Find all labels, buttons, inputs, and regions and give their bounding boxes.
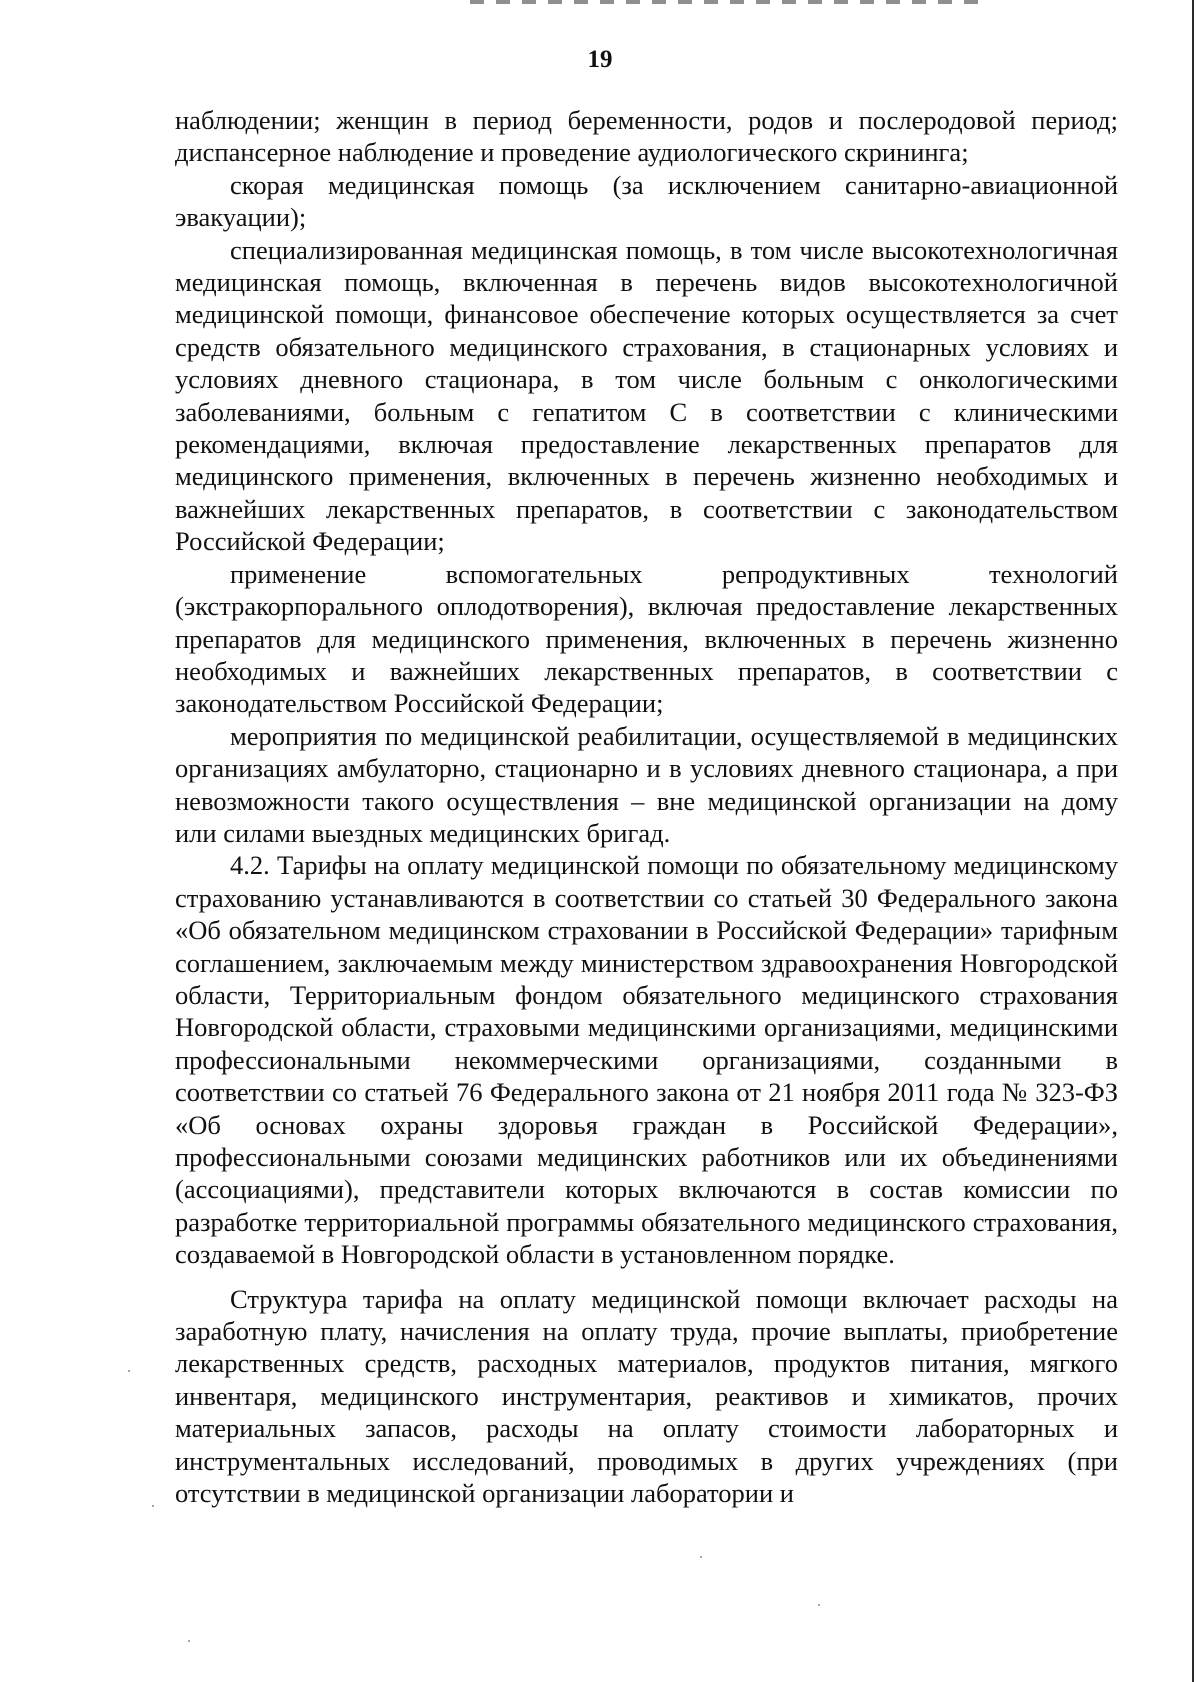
scan-speck <box>700 1556 702 1558</box>
document-body <box>175 104 1118 1509</box>
paragraph-emergency-care: скорая медицинская помощь (за исключением санитарно-авиационной эвакуации); <box>175 169 1118 233</box>
paragraph-rehabilitation: мероприятия по медицинской реабилитации, осуществляемой в медицинских организациях амбулаторно, стационарно и в условиях дневного стационара, а при невозможности такого осуществления – вне медицинской организации на дому или силами выездных медицинских бригад. <box>175 720 1118 848</box>
scan-speck <box>818 1604 820 1606</box>
paragraph-section-4-2: 4.2. Тарифы на оплату медицинской помощи по обязательному медицинскому страхованию устанавливаются в соответствии со статьей 30 Федерального закона «Об обязательном медицинском страховании в Российской Федерации» тарифным соглашением, заключаемым между министерством здравоохранения Новгородской области, Территориальным фондом обязательного медицинского страхования Новгородской области, страховыми медицинскими организациями, медицинскими профессиональными некоммерческими организациями, созданными в соответствии со статьей 76 Федерального закона от 21 ноября 2011 года № 323-ФЗ «Об основах охраны здоровья граждан в Российской Федерации», профессиональными союзами медицинских работников или их объединениями (ассоциациями), представители которых включаются в состав комиссии по разработке территориальной программы обязательного медицинского страхования, создаваемой в Новгородской области в установленном порядке. <box>175 850 1118 1270</box>
page-number: 19 <box>587 46 613 73</box>
scan-speck <box>152 1505 154 1507</box>
scan-right-edge <box>1192 0 1194 1682</box>
scan-speck <box>128 1370 130 1372</box>
paragraph-continuation: наблюдении; женщин в период беременности, родов и послеродовой период; диспансерное наблюдение и проведение аудиологического скрининга; <box>175 105 1118 168</box>
scan-speck <box>188 1640 190 1642</box>
paragraph-reproductive-technologies: применение вспомогательных репродуктивных технологий (экстракорпорального оплодотворения), включая предоставление лекарственных препаратов для медицинского применения, включенных в перечень жизненно необходимых и важнейших лекарственных препаратов, в соответствии с законодательством Российской Федерации; <box>175 558 1118 719</box>
paragraph-tariff-structure: Структура тарифа на оплату медицинской помощи включает расходы на заработную плату, начисления на оплату труда, прочие выплаты, приобретение лекарственных средств, расходных материалов, продуктов питания, мягкого инвентаря, медицинского инструментария, реактивов и химикатов, прочих материальных запасов, расходы на оплату стоимости лабораторных и инструментальных исследований, проводимых в других учреждениях (при отсутствии в медицинской организации лаборатории и <box>175 1283 1118 1509</box>
scan-top-mark <box>470 0 990 4</box>
paragraph-specialized-care: специализированная медицинская помощь, в том числе высокотехнологичная медицинская помощь, включенная в перечень видов высокотехнологичной медицинской помощи, финансовое обеспечение которых осуществляется за счет средств обязательного медицинского страхования, в стационарных условиях и условиях дневного стационара, в том числе больным с онкологическими заболеваниями, больным с гепатитом С в соответствии с клиническими рекомендациями, включая предоставление лекарственных препаратов для медицинского применения, включенных в перечень жизненно необходимых и важнейших лекарственных препаратов, в соответствии с законодательством Российской Федерации; <box>175 234 1118 557</box>
